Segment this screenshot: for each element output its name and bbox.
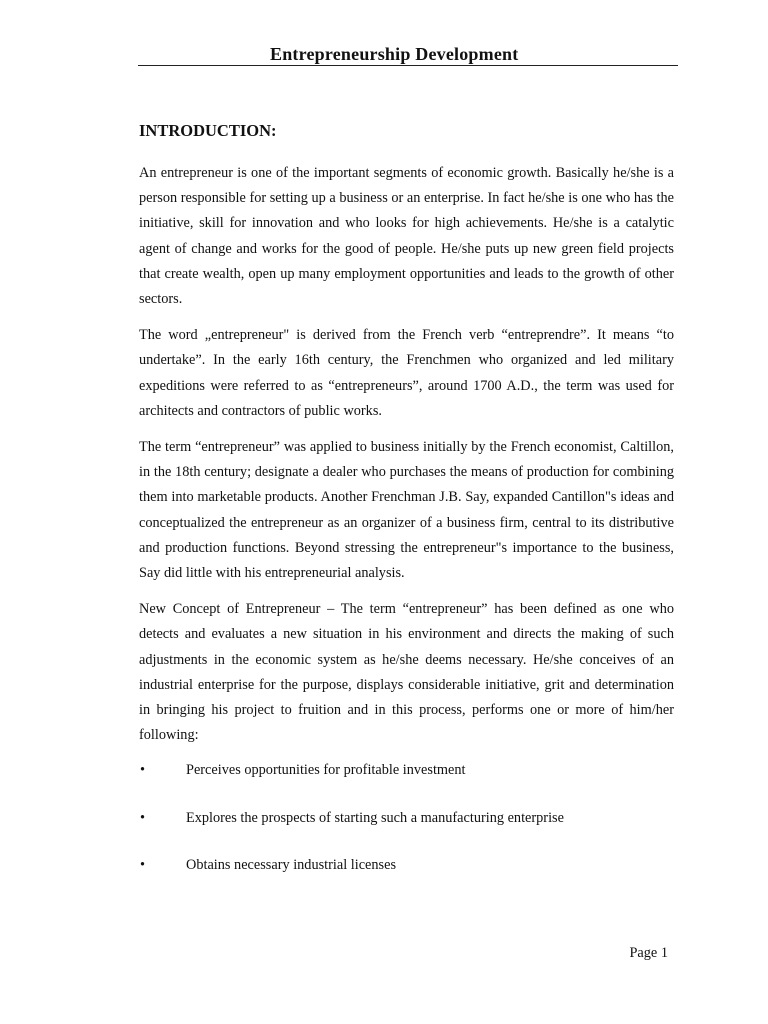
bullet-icon: • <box>140 762 146 779</box>
list-item <box>139 759 674 781</box>
section-title: INTRODUCTION: <box>139 121 277 140</box>
page-content <box>139 120 674 902</box>
paragraph: An entrepreneur is one of the important segments of economic growth. Basically he/she is a person responsible for setting up a business or an enterprise. In fact he/she is one who has the initiative, skill for innovation and who looks for high achievements. He/she is a catalytic agent of change and works for the good of people. He/she puts up new green field projects that create wealth, open up many employment opportunities and leads to the growth of other sectors. <box>139 165 674 308</box>
page-number: Page 1 <box>629 945 668 961</box>
paragraph: New Concept of Entrepreneur – The term “entrepreneur” has been defined as one who detects and evaluates a new situation in his environment and directs the making of such adjustments in the economic system as he/she deems necessary. He/she conceives of an industrial enterprise for the purpose, displays considerable initiative, grit and determination in bringing his project to fruition and in this process, performs one or more of him/her following: <box>139 601 674 744</box>
list-item <box>139 807 674 829</box>
bullet-icon: • <box>140 809 146 826</box>
header-rule <box>138 65 678 66</box>
header-title: Entrepreneurship Development <box>270 44 519 64</box>
list-item <box>139 854 674 876</box>
paragraph: The term “entrepreneur” was applied to business initially by the French economist, Caltillon, in the 18th century; designate a dealer who purchases the means of production for combining them into marketable products. Another Frenchman J.B. Say, expanded Cantillon"s ideas and conceptualized the entrepreneur as an organizer of a business firm, central to its distributive and production functions. Beyond stressing the entrepreneur"s importance to the business, Say did little with his entrepreneurial analysis. <box>139 439 674 582</box>
bullet-icon: • <box>140 857 146 874</box>
list-item-text: Explores the prospects of starting such a manufacturing enterprise <box>186 809 564 826</box>
running-header <box>138 44 678 68</box>
list-item-text: Obtains necessary industrial licenses <box>186 857 397 874</box>
paragraph: The word „entrepreneur" is derived from the French verb “entreprendre”. It means “to undertake”. In the early 16th century, the Frenchmen who organized and led military expeditions were referred to as “entrepreneurs”, around 1700 A.D., the term was used for architects and contractors of public works. <box>139 327 674 419</box>
bullet-list <box>139 759 674 876</box>
list-item-text: Perceives opportunities for profitable investment <box>186 762 466 779</box>
